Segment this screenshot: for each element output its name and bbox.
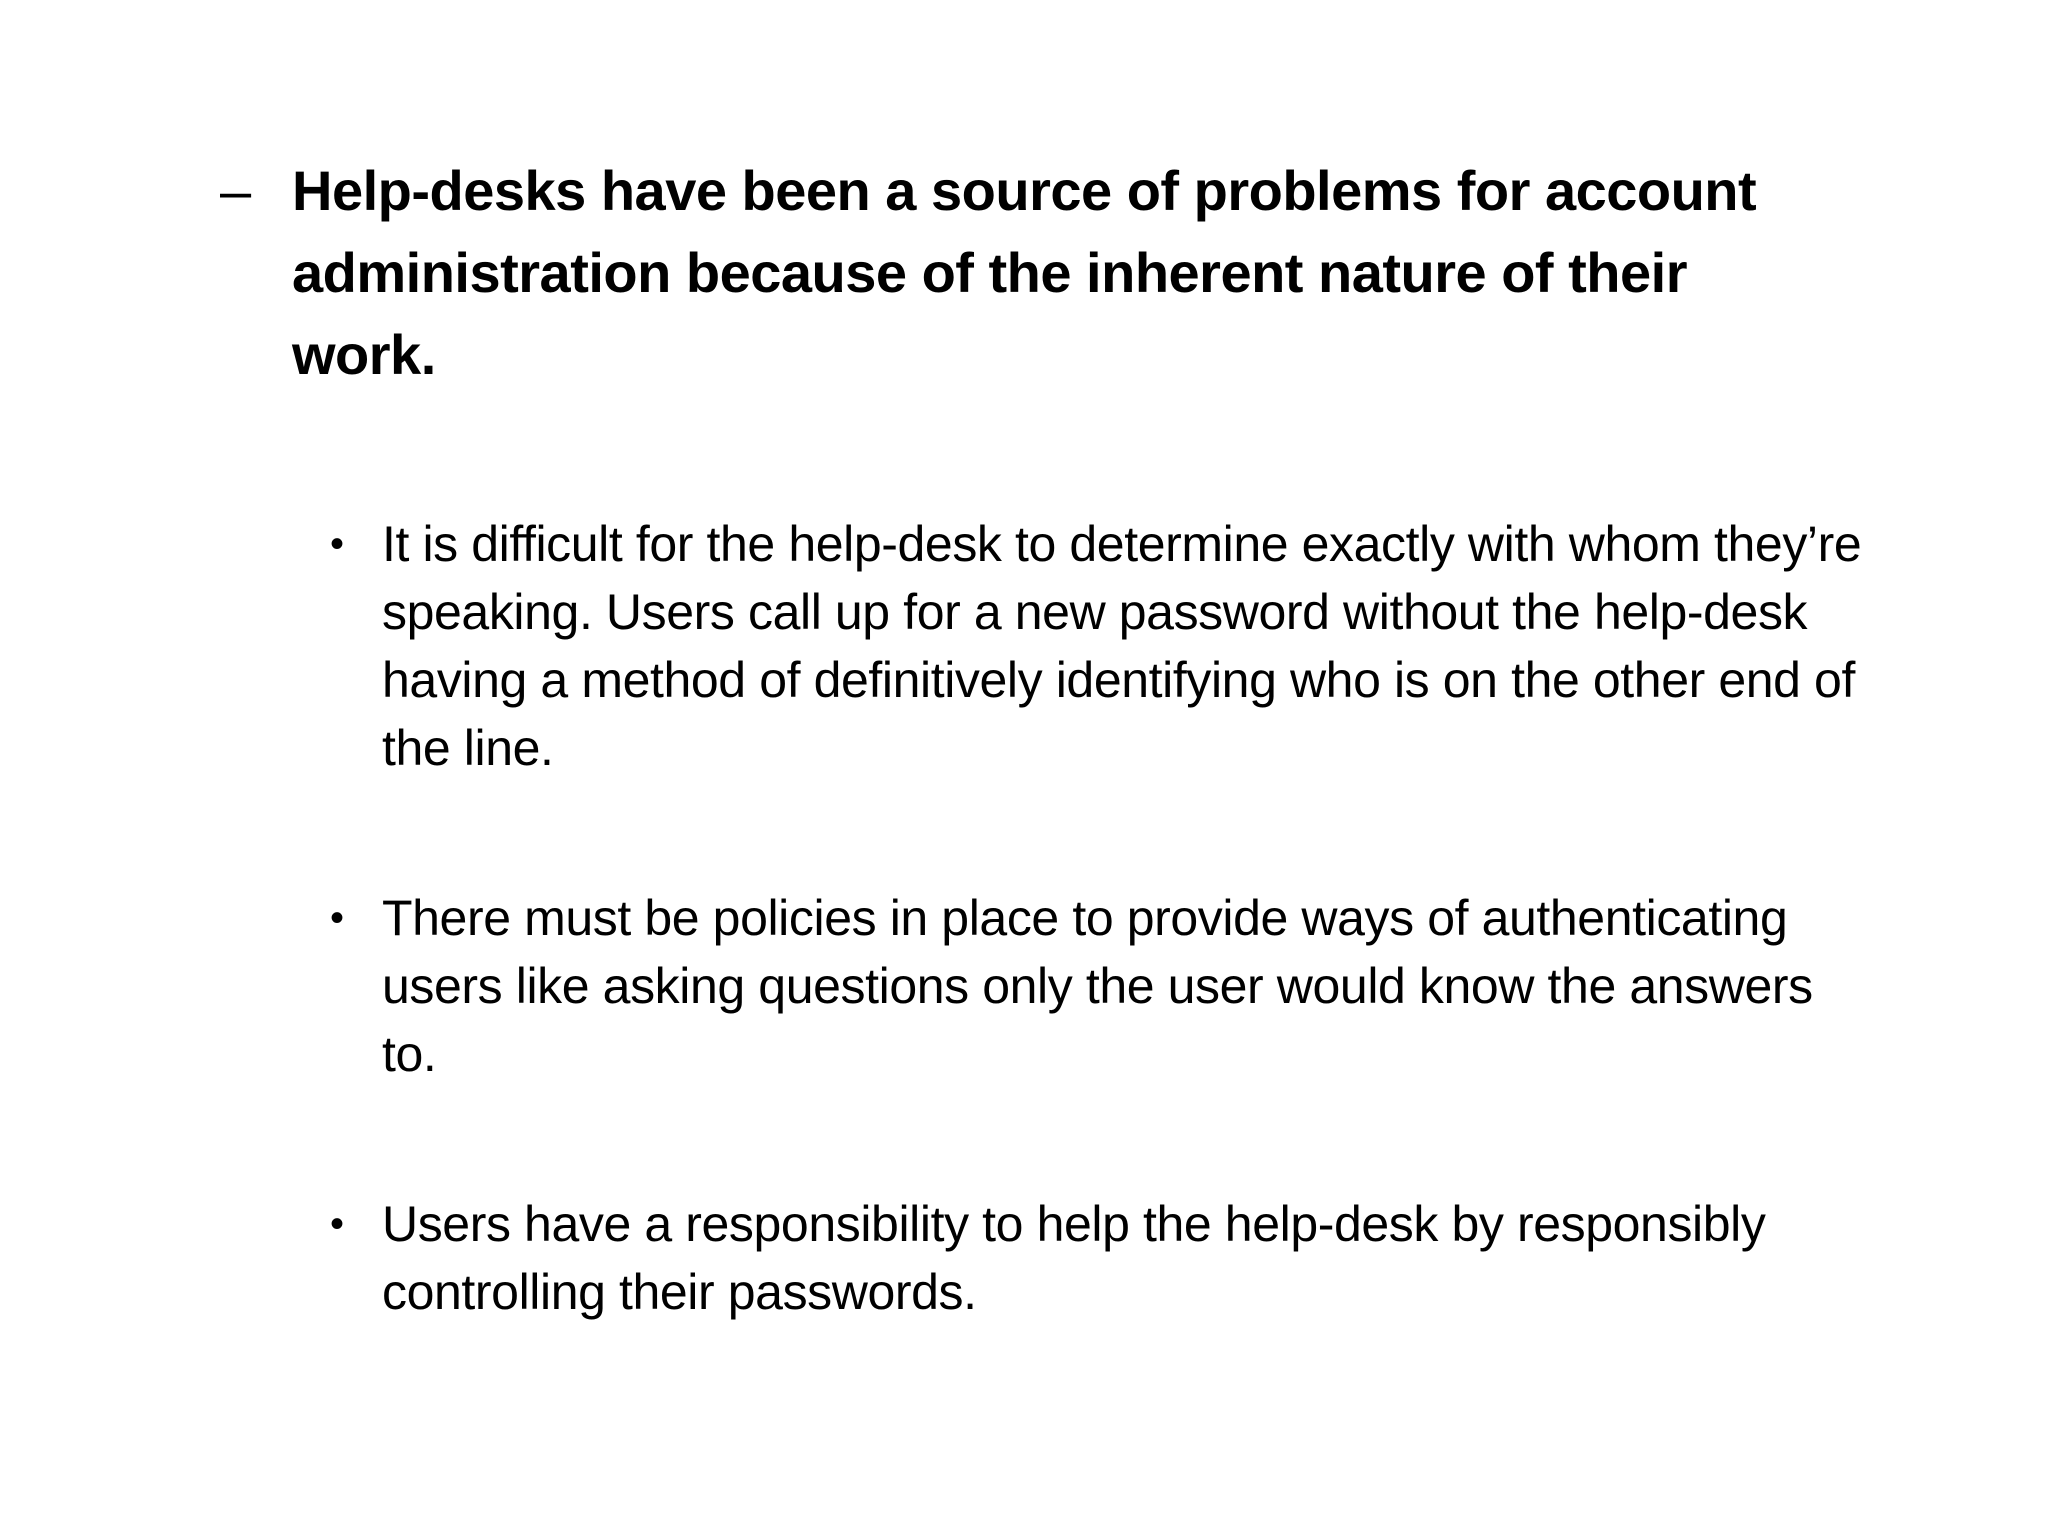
bullet-marker: • bbox=[330, 1202, 345, 1246]
bullet-list bbox=[330, 510, 1870, 1326]
bullet-item-verification bbox=[330, 510, 1870, 782]
main-point-text: Help-desks have been a source of problems for account administration because of the inherent nature of their work. bbox=[292, 159, 1757, 386]
bullet-marker: • bbox=[330, 522, 345, 566]
bullet-marker: • bbox=[330, 896, 345, 940]
bullet-item-policies bbox=[330, 884, 1870, 1088]
bullet-text: There must be policies in place to provide ways of authenticating users like asking questions only the user would know the answers to. bbox=[382, 890, 1813, 1082]
dash-marker: – bbox=[220, 159, 252, 222]
main-point bbox=[220, 150, 1840, 396]
bullet-text: Users have a responsibility to help the help-desk by responsibly controlling their passwords. bbox=[382, 1196, 1766, 1320]
bullet-item-user-responsibility bbox=[330, 1190, 1870, 1326]
bullet-text: It is difficult for the help-desk to determine exactly with whom they’re speaking. Users call up for a new password without the help-desk having a method of definitively identifying who is on the other end of the line. bbox=[382, 516, 1862, 776]
